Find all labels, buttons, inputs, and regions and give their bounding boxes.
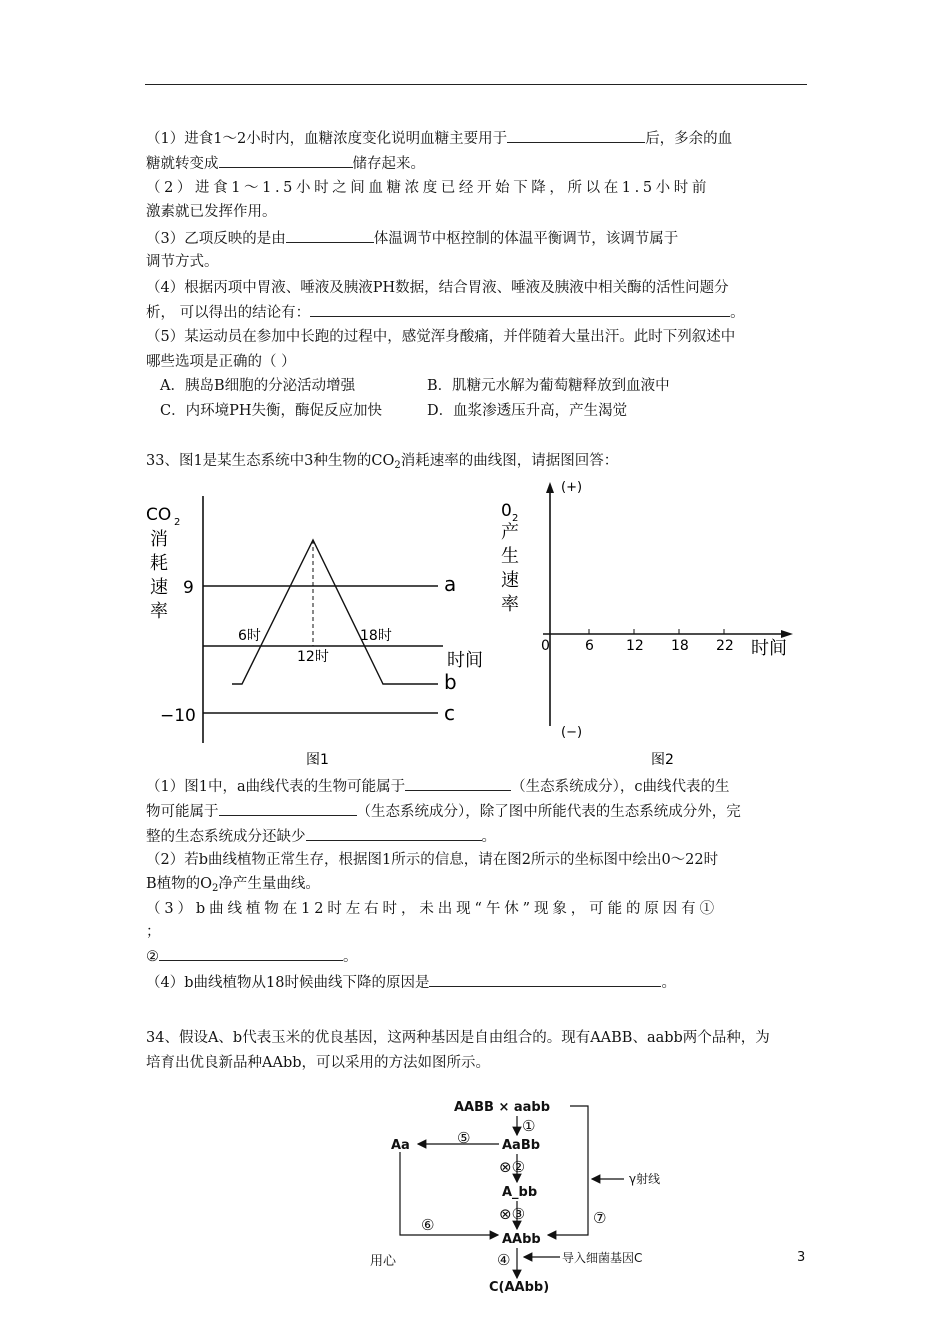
- arrow-aa-to-aabb: [400, 1152, 498, 1235]
- fig1-ylabel-co: CO: [146, 505, 172, 525]
- diagram-step-6: ⑥: [421, 1216, 435, 1234]
- q32-line-1: [146, 128, 732, 149]
- fig1-label-18: 18时: [360, 628, 392, 644]
- q32-line-10: 哪些选项是正确的（ ）: [146, 354, 296, 370]
- fig1-ylabel-char-3: 速: [150, 577, 168, 598]
- page-number: 3: [797, 1250, 806, 1265]
- fig2-ylabel-char-3: 速: [501, 570, 519, 591]
- fig2-tick-22: 22: [716, 638, 734, 654]
- q32-p1b: 后，多余的血: [645, 131, 733, 147]
- q33-s2c: 净产生量曲线。: [218, 876, 320, 892]
- q33-s2-line-1: （2）若b曲线植物正常生存，根据图1所示的信息，请在图2所示的坐标图中绘出0～22时: [146, 852, 719, 868]
- q32-line-6: 调节方式。: [146, 254, 219, 270]
- q32-line-5: [146, 228, 678, 249]
- fig2-tick-18: 18: [671, 638, 689, 654]
- q33-s1b: （生态系统成分），c曲线代表的生: [511, 779, 730, 795]
- fig1-ylabel-sub: 2: [174, 517, 181, 528]
- q32-option-d: D．血浆渗透压升高，产生渴觉: [427, 403, 628, 419]
- fig2-ylabel-sub: 2: [512, 513, 519, 524]
- q32-line-4: 激素就已发挥作用。: [146, 204, 277, 220]
- q33-s3-line-1: （3）b曲线植物在12时左右时，未出现“午休”现象，可能的原因有①: [146, 901, 718, 917]
- q33-intro-sub: 2: [394, 460, 401, 471]
- fig2-minus-label: (−): [561, 725, 583, 740]
- q32-line-8: [146, 302, 745, 323]
- diagram-step-1: ①: [522, 1117, 536, 1135]
- answer-blank[interactable]: [286, 228, 374, 243]
- q33-s1a: （1）图1中，a曲线代表的生物可能属于: [146, 779, 406, 795]
- fig1-caption: 图1: [306, 752, 329, 768]
- breeding-diagram: [380, 1092, 680, 1302]
- fig1-label-6: 6时: [238, 628, 261, 644]
- diagram-parents: AABB × aabb: [454, 1100, 551, 1115]
- fig2-plus-label: (+): [561, 480, 583, 495]
- q33-intro: [146, 451, 618, 476]
- diagram-step-5: ⑤: [457, 1129, 471, 1147]
- q34-intro-line-2: 培育出优良新品种AAbb，可以采用的方法如图所示。: [146, 1055, 491, 1071]
- answer-blank[interactable]: [219, 153, 353, 168]
- q33-s2b: B植物的O: [146, 876, 213, 892]
- fig1-y-tick-9: 9: [183, 578, 194, 598]
- fig2-ylabel-char-2: 生: [501, 546, 519, 567]
- q32-p3b: 体温调节中枢控制的体温平衡调节，该调节属于: [373, 231, 679, 247]
- q33-s1-line-2: [146, 801, 741, 822]
- figure-1: [140, 488, 510, 773]
- fig2-tick-6: 6: [585, 638, 594, 654]
- q33-s2-sub: 2: [212, 883, 219, 894]
- answer-blank[interactable]: [219, 801, 357, 816]
- diagram-aabb-target: AAbb: [502, 1232, 541, 1247]
- fig1-ylabel-char-2: 耗: [150, 553, 168, 574]
- q33-intro-a: 33、图1是某生态系统中3种生物的CO: [146, 453, 395, 469]
- answer-blank[interactable]: [310, 302, 730, 317]
- fig2-caption: 图2: [651, 752, 674, 768]
- q32-p4b: 析， 可以得出的结论有：: [146, 305, 311, 321]
- diagram-step-7: ⑦: [593, 1209, 607, 1227]
- diagram-step-3: ⊗③: [499, 1205, 526, 1223]
- fig2-ylabel-o: 0: [501, 501, 512, 521]
- fig1-curve-b-label: b: [444, 670, 457, 694]
- answer-blank[interactable]: [507, 128, 645, 143]
- q33-s3d: 。: [343, 949, 358, 965]
- q32-option-b: B．肌糖元水解为葡萄糖释放到血液中: [427, 378, 670, 394]
- fig1-ylabel-char-1: 消: [150, 529, 168, 550]
- fig2-origin: 0: [541, 638, 550, 654]
- arrow-aabb-to-target: [548, 1106, 588, 1235]
- fig2-tick-12: 12: [626, 638, 644, 654]
- q33-s1e: 整的生态系统成分还缺少: [146, 829, 306, 845]
- q33-s1-line-3: [146, 826, 496, 847]
- footer-left-text: 用心: [370, 1254, 397, 1269]
- answer-blank[interactable]: [405, 776, 511, 791]
- answer-blank[interactable]: [429, 972, 661, 987]
- q32-p1c: 糖就转变成: [146, 156, 219, 172]
- q32-p3a: （3）乙项反映的是由: [146, 231, 286, 247]
- q33-s2-line-2: [146, 874, 320, 899]
- answer-blank[interactable]: [306, 826, 482, 841]
- q32-p1d: 储存起来。: [352, 156, 425, 172]
- diagram-bacteria-label: 导入细菌基因C: [562, 1251, 643, 1265]
- fig1-curve-b: [232, 540, 438, 684]
- fig1-curve-a-label: a: [444, 572, 457, 596]
- q32-p1a: （1）进食1～2小时内，血糖浓度变化说明血糖主要用于: [146, 131, 508, 147]
- diagram-gamma-label: γ射线: [629, 1172, 661, 1186]
- q33-s3-line-3: [146, 946, 358, 967]
- q34-intro-line-1: 34、假设A、b代表玉米的优良基因，这两种基因是自由组合的。现有AABB、aabb两个品种，为: [146, 1030, 770, 1046]
- q33-s1d: （生态系统成分），除了图中所能代表的生态系统成分外，完: [356, 804, 741, 820]
- fig1-y-tick-neg10: −10: [160, 706, 196, 726]
- q32-line-3: （2）进食1～1.5小时之间血糖浓度已经开始下降，所以在1.5小时前: [146, 180, 710, 196]
- fig2-x-arrow: [781, 630, 793, 638]
- q33-s1-line-1: [146, 776, 729, 797]
- figure-2: [495, 476, 805, 773]
- diagram-step-2: ⊗②: [499, 1158, 526, 1176]
- fig2-ylabel-char-4: 率: [501, 594, 519, 615]
- q33-s4-line: [146, 972, 676, 993]
- q32-line-7: （4）根据丙项中胃液、唾液及胰液PH数据，结合胃液、唾液及胰液中相关酶的活性问题分: [146, 280, 729, 296]
- q33-s1c: 物可能属于: [146, 804, 219, 820]
- diagram-f1: AaBb: [502, 1138, 541, 1153]
- fig1-xlabel: 时间: [447, 650, 483, 671]
- q33-s3c: ②: [146, 949, 159, 965]
- fig1-ylabel-char-4: 率: [150, 601, 168, 622]
- q33-s4a: （4）b曲线植物从18时候曲线下降的原因是: [146, 975, 430, 991]
- q33-s1f: 。: [481, 829, 496, 845]
- header-rule: [145, 84, 807, 85]
- q32-line-9: （5）某运动员在参加中长跑的过程中，感觉浑身酸痛，并伴随着大量出汗。此时下列叙述中: [146, 329, 736, 345]
- q32-p4c: 。: [730, 305, 745, 321]
- fig1-curve-c-label: c: [444, 701, 455, 725]
- q32-option-a: A．胰岛B细胞的分泌活动增强: [160, 378, 356, 394]
- q33-s3-line-2: ；: [146, 924, 161, 940]
- q32-line-2: [146, 153, 425, 174]
- q33-s4b: 。: [661, 975, 676, 991]
- fig2-ylabel-char-1: 产: [501, 522, 519, 543]
- fig2-y-arrow: [546, 482, 554, 493]
- diagram-aa: Aa: [391, 1138, 410, 1153]
- answer-blank[interactable]: [159, 946, 343, 961]
- diagram-step-4: ④: [497, 1251, 511, 1269]
- q32-option-c: C．内环境PH失衡，酶促反应加快: [160, 403, 382, 419]
- diagram-final: C(AAbb): [489, 1280, 550, 1295]
- diagram-a-bb: A_bb: [502, 1185, 538, 1200]
- fig1-label-12: 12时: [297, 649, 329, 665]
- fig2-xlabel: 时间: [751, 638, 787, 659]
- q33-intro-b: 消耗速率的曲线图，请据图回答：: [400, 453, 619, 469]
